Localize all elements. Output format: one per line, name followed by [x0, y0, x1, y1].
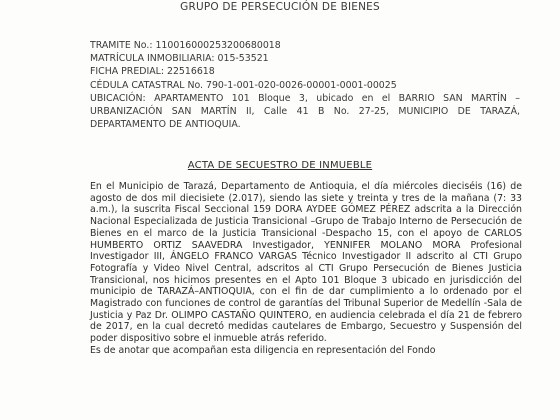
body-paragraph: En el Municipio de Tarazá, Departamento de Antioquia, el día miércoles dieciséis (16) de agosto de dos mil diecisiete (2.017), siendo las siete y treinta y tres de la mañana (7: 33 a.m.), la suscrita Fiscal Seccional 159 DORA AYDEE GÓMEZ PÉREZ adscrita a la Dirección Nacional Especializada de Justicia Transicional –Grupo de Trabajo Interno de Persecución de Bienes en el marco de la Justicia Transicional -Despacho 15, con el apoyo de CARLOS HUMBERTO ORTIZ SAAVEDRA Investigador, YENNIFER MOLANO MORA Profesional Investigador III, ÁNGELO FRANCO VARGAS Técnico Investigador II adscrito al CTI Grupo Fotografía y Video Nivel Central, adscritos al CTI Grupo Persecución de Bienes Justicia Transicional, nos hicimos presentes en el Apto 101 Bloque 3 ubicado en jurisdicción del municipio de TARAZÁ–ANTIOQUIA, con el fin de dar cumplimiento a lo ordenado por el Magistrado con funciones de control de garantías del Tribunal Superior de Medellín -Sala de Justicia y Paz Dr. OLIMPO CASTAÑO QUINTERO, en audiencia celebrada el día 21 de febrero de 2017, en la cual decretó medidas cautelares de Embargo, Secuestro y Suspensión del poder dispositivo sobre el inmueble atrás referido.: [90, 181, 522, 345]
case-metadata: [90, 39, 520, 131]
document-title-wrapper: [0, 153, 560, 172]
document-body: [90, 181, 522, 357]
cedula-catastral: CÉDULA CATASTRAL No. 790-1-001-020-0026-00001-0001-00025: [90, 79, 397, 91]
ficha-predial: FICHA PREDIAL: 22516618: [90, 66, 215, 78]
document-title: ACTA DE SECUESTRO DE INMUEBLE: [187, 160, 373, 171]
matricula-inmobiliaria: MATRÍCULA INMOBILIARIA: 015-53521: [90, 53, 269, 65]
body-paragraph: Es de anotar que acompañan esta diligencia en representación del Fondo: [90, 344, 436, 356]
page-header: GRUPO DE PERSECUCIÓN DE BIENES: [180, 1, 380, 13]
tramite-number: TRAMITE No.: 110016000253200680018: [90, 40, 281, 51]
ubicacion: UBICACIÓN: APARTAMENTO 101 Bloque 3, ubicado en el BARRIO SAN MARTÍN –URBANIZACIÓN SAN MARTÍN II, Calle 41 B No. 27-25, MUNICIPIO DE TARAZÁ, DEPARTAMENTO DE ANTIOQUIA.: [90, 92, 520, 131]
